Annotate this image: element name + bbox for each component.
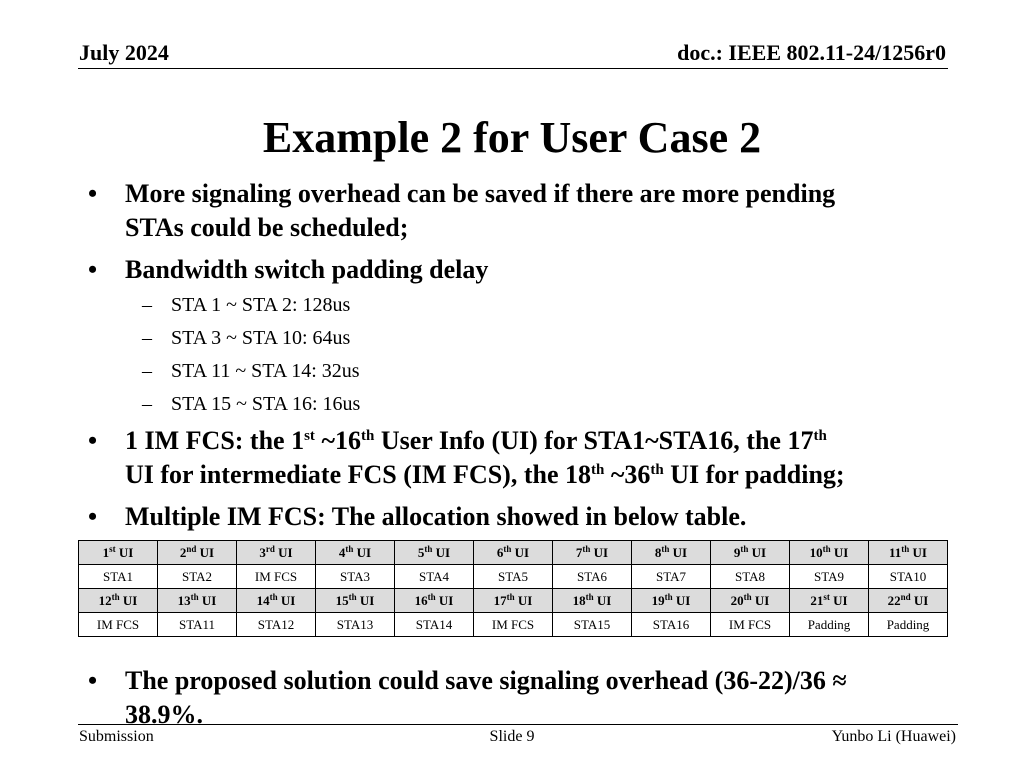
ui-index-cell: [158, 541, 237, 565]
ordinal-suffix: th: [427, 592, 436, 602]
text-run: User Info (UI) for STA1~STA16, the 17: [374, 426, 814, 455]
ordinal-suffix: nd: [186, 544, 197, 554]
ui-index-cell: [316, 541, 395, 565]
ui-label: UI: [909, 545, 927, 560]
ui-label: UI: [115, 545, 134, 560]
ui-index-cell: [711, 589, 790, 613]
ui-number: 3: [259, 545, 266, 560]
ui-number: 14: [256, 593, 270, 608]
allocation-cell: IM FCS: [237, 565, 316, 589]
ui-index-cell: [237, 589, 316, 613]
bullet-text: [125, 664, 938, 732]
ui-index-cell: [474, 541, 553, 565]
footer-slide-number: Slide 9: [489, 728, 535, 745]
ui-index-cell: [158, 589, 237, 613]
ui-number: 8: [654, 545, 662, 560]
ui-number: 15: [335, 593, 349, 608]
table-header-row: [79, 541, 948, 565]
ui-label: UI: [590, 545, 609, 560]
ordinal-suffix: th: [345, 544, 354, 554]
ui-index-cell: [553, 541, 632, 565]
bullet-savings: [88, 664, 938, 732]
allocation-cell: STA15: [553, 613, 632, 637]
ui-number: 1: [102, 545, 110, 560]
ordinal-suffix: th: [424, 544, 433, 554]
ordinal-suffix: st: [304, 428, 315, 444]
ui-label: UI: [511, 545, 530, 560]
bullet-text-line: More signaling overhead can be saved if there are more pending: [125, 179, 836, 208]
allocation-cell: STA13: [316, 613, 395, 637]
footer-author: Yunbo Li (Huawei): [831, 728, 956, 745]
ordinal-suffix: st: [109, 544, 116, 554]
ui-number: 9: [733, 545, 741, 560]
bullet-padding-delay: [88, 253, 938, 287]
bullet-text-line: The proposed solution could save signaling overhead (36-22)/36 ≈: [125, 666, 847, 695]
ui-index-cell: [79, 541, 158, 565]
ordinal-suffix: th: [269, 592, 278, 602]
ordinal-suffix: th: [582, 544, 591, 554]
ordinal-suffix: th: [740, 544, 749, 554]
ui-label: UI: [356, 593, 375, 608]
ui-number: 6: [496, 545, 504, 560]
ui-index-cell: [869, 541, 948, 565]
footer-submission: Submission: [79, 728, 154, 745]
sub-item: [142, 391, 360, 417]
ordinal-suffix: th: [348, 592, 357, 602]
ui-label: UI: [751, 593, 770, 608]
ui-label: UI: [910, 593, 929, 608]
allocation-cell: STA7: [632, 565, 711, 589]
text-run: 1 IM FCS: the 1: [125, 426, 305, 455]
allocation-cell: STA9: [790, 565, 869, 589]
allocation-cell: Padding: [790, 613, 869, 637]
allocation-cell: STA11: [158, 613, 237, 637]
ui-label: UI: [669, 545, 688, 560]
ui-number: 10: [809, 545, 823, 560]
text-run: ~16: [314, 426, 361, 455]
ordinal-suffix: nd: [900, 592, 911, 602]
ui-index-cell: [79, 589, 158, 613]
ui-label: UI: [353, 545, 372, 560]
ui-index-cell: [790, 541, 869, 565]
bullet-text-line: 38.9%.: [125, 700, 203, 729]
table-header-row: [79, 589, 948, 613]
ui-index-cell: [237, 541, 316, 565]
ui-number: 20: [730, 593, 744, 608]
ui-label: UI: [829, 593, 848, 608]
bullet-im-fcs-multiple: [88, 500, 938, 534]
ordinal-suffix: th: [901, 544, 910, 554]
bullet-text: Bandwidth switch padding delay: [125, 255, 489, 284]
ui-index-cell: [869, 589, 948, 613]
dash-marker: –: [142, 294, 152, 316]
allocation-cell: STA5: [474, 565, 553, 589]
ui-number: 16: [414, 593, 428, 608]
ordinal-suffix: th: [664, 592, 673, 602]
sub-item: [142, 358, 360, 384]
allocation-cell: Padding: [869, 613, 948, 637]
bullet-text: [125, 424, 938, 492]
ordinal-suffix: th: [661, 544, 670, 554]
table-row: [79, 565, 948, 589]
ui-number: 11: [888, 545, 902, 560]
ordinal-suffix: th: [503, 544, 512, 554]
slide-title: Example 2 for User Case 2: [262, 113, 762, 162]
bullet-signaling-overhead: [88, 177, 938, 245]
ui-number: 12: [98, 593, 112, 608]
sub-item: [142, 325, 350, 351]
allocation-cell: STA6: [553, 565, 632, 589]
ordinal-suffix: th: [813, 428, 827, 444]
header-date: July 2024: [79, 40, 169, 65]
allocation-cell: STA8: [711, 565, 790, 589]
ui-label: UI: [119, 593, 138, 608]
allocation-cell: STA2: [158, 565, 237, 589]
allocation-cell: STA4: [395, 565, 474, 589]
ui-index-cell: [790, 589, 869, 613]
allocation-cell: STA10: [869, 565, 948, 589]
dash-marker: –: [142, 327, 152, 349]
ordinal-suffix: th: [506, 592, 515, 602]
ui-number: 13: [177, 593, 191, 608]
ordinal-suffix: th: [360, 428, 375, 444]
dash-marker: –: [142, 360, 152, 382]
allocation-cell: STA14: [395, 613, 474, 637]
ui-label: UI: [196, 545, 215, 560]
ordinal-suffix: th: [650, 462, 664, 478]
allocation-cell: IM FCS: [474, 613, 553, 637]
ui-number: 22: [887, 593, 901, 608]
bullet-text: [125, 177, 938, 245]
ui-number: 19: [651, 593, 665, 608]
ui-number: 21: [810, 593, 824, 608]
ordinal-suffix: rd: [265, 544, 275, 554]
bullet-marker: •: [88, 426, 98, 455]
ui-number: 7: [575, 545, 583, 560]
allocation-cell: STA12: [237, 613, 316, 637]
allocation-cell: STA16: [632, 613, 711, 637]
ui-index-cell: [474, 589, 553, 613]
bullet-im-fcs-single: [88, 424, 938, 492]
ui-number: 5: [417, 545, 425, 560]
ui-index-cell: [711, 541, 790, 565]
ui-index-cell: [316, 589, 395, 613]
ordinal-suffix: th: [822, 544, 831, 554]
allocation-table: [78, 540, 948, 637]
ui-index-cell: [553, 589, 632, 613]
table-row: [79, 613, 948, 637]
text-run: UI for intermediate FCS (IM FCS), the 18: [125, 460, 591, 489]
ordinal-suffix: th: [190, 592, 199, 602]
ui-label: UI: [274, 545, 293, 560]
ui-label: UI: [435, 593, 454, 608]
ui-number: 18: [572, 593, 586, 608]
bullet-text-line: STAs could be scheduled;: [125, 213, 409, 242]
ordinal-suffix: th: [585, 592, 594, 602]
header-divider: [78, 68, 948, 69]
ui-label: UI: [277, 593, 296, 608]
ordinal-suffix: th: [591, 462, 605, 478]
text-run: ~36: [604, 460, 651, 489]
ui-label: UI: [514, 593, 533, 608]
ordinal-suffix: th: [743, 592, 752, 602]
allocation-cell: IM FCS: [79, 613, 158, 637]
sub-item-text: STA 1 ~ STA 2: 128us: [171, 294, 351, 316]
allocation-cell: STA1: [79, 565, 158, 589]
ui-number: 4: [338, 545, 346, 560]
ui-index-cell: [395, 541, 474, 565]
ui-index-cell: [632, 589, 711, 613]
sub-item-text: STA 3 ~ STA 10: 64us: [171, 327, 351, 349]
dash-marker: –: [142, 393, 152, 415]
bullet-marker: •: [88, 666, 98, 695]
header-doc-id: doc.: IEEE 802.11-24/1256r0: [677, 40, 946, 65]
ordinal-suffix: st: [823, 592, 830, 602]
ui-label: UI: [593, 593, 612, 608]
sub-item-text: STA 15 ~ STA 16: 16us: [171, 393, 361, 415]
ui-index-cell: [632, 541, 711, 565]
bullet-marker: •: [88, 179, 98, 208]
ui-label: UI: [672, 593, 691, 608]
allocation-cell: STA3: [316, 565, 395, 589]
ui-label: UI: [198, 593, 217, 608]
sub-item-text: STA 11 ~ STA 14: 32us: [171, 360, 360, 382]
bullet-marker: •: [88, 255, 98, 284]
ui-number: 2: [179, 545, 187, 560]
ordinal-suffix: th: [111, 592, 120, 602]
bullet-text: Multiple IM FCS: The allocation showed in below table.: [125, 502, 747, 531]
ui-number: 17: [493, 593, 507, 608]
ui-label: UI: [432, 545, 451, 560]
ui-label: UI: [748, 545, 767, 560]
sub-item: [142, 292, 350, 318]
allocation-cell: IM FCS: [711, 613, 790, 637]
text-run: UI for padding;: [663, 460, 845, 489]
footer-divider: [78, 724, 958, 725]
bullet-marker: •: [88, 502, 98, 531]
ui-label: UI: [830, 545, 849, 560]
ui-index-cell: [395, 589, 474, 613]
